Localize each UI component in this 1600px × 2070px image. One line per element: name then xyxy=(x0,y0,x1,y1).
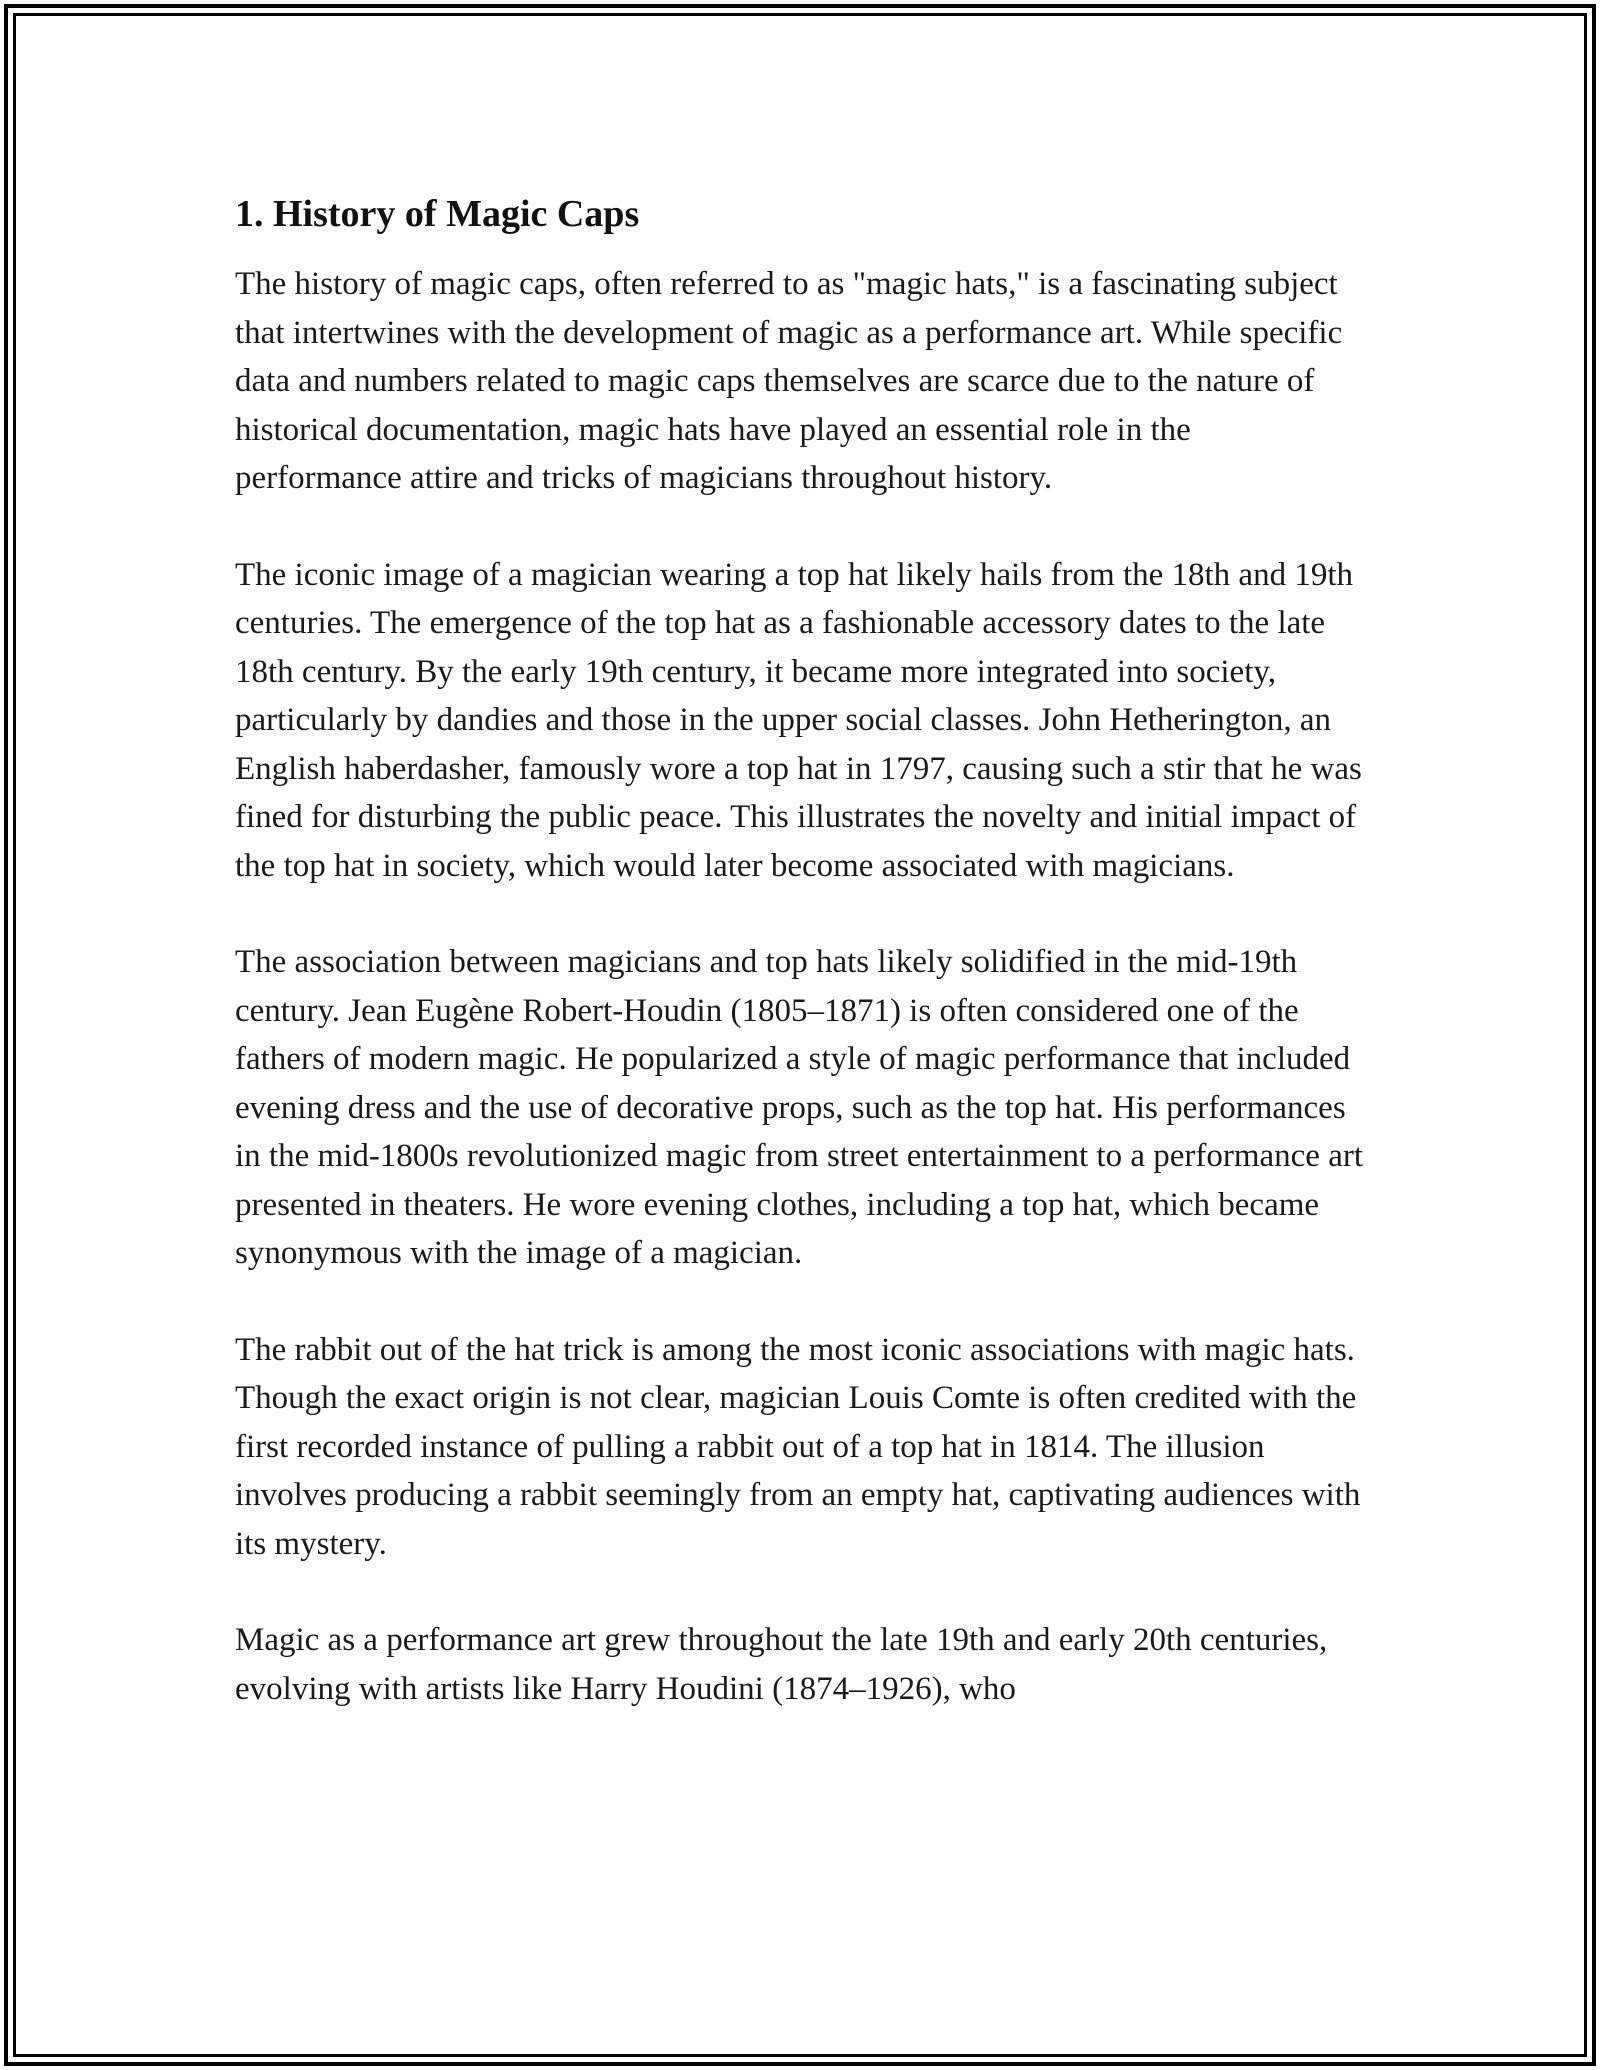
paragraph-rabbit-trick: The rabbit out of the hat trick is among the most iconic associations with magic hats. Though the exact origin is not clear, magician Louis Comte is often credited with the first recorded instance of pulling a rabbit out of a top hat in 1814. The illusion involves producing a rabbit seemingly from an empty hat, captivating audiences with its mystery. xyxy=(235,1331,1361,1562)
paragraph-houdini: Magic as a performance art grew throughout the late 19th and early 20th centuries, evolving with artists like Harry Houdini (1874–1926), who xyxy=(235,1622,1328,1707)
paragraph-top-hat-origin: The iconic image of a magician wearing a top hat likely hails from the 18th and 19th centuries. The emergence of the top hat as a fashionable accessory dates to the late 18th century. By the early 19th century, it became more integrated into society, particularly by dandies and those in the upper social classes. John Hetherington, an English haberdasher, famously wore a top hat in 1797, causing such a stir that he was fined for disturbing the public peace. This illustrates the novelty and initial impact of the top hat in society, which would later become associated with magicians. xyxy=(235,556,1362,884)
section-heading: 1. History of Magic Caps xyxy=(235,193,640,235)
paragraph-intro: The history of magic caps, often referred to as "magic hats," is a fascinating subject that intertwines with the development of magic as a performance art. While specific data and numbers related to magic caps themselves are scarce due to the nature of historical documentation, magic hats have played an essential role in the performance attire and tricks of magicians throughout history. xyxy=(235,266,1343,496)
document-body xyxy=(235,188,1365,1761)
paragraph-robert-houdin: The association between magicians and top hats likely solidified in the mid-19th century. Jean Eugène Robert-Houdin (1805–1871) is often considered one of the fathers of modern magic. He popularized a style of magic performance that included evening dress and the use of decorative props, such as the top hat. His performances in the mid-1800s revolutionized magic from street entertainment to a performance art presented in theaters. He wore evening clothes, including a top hat, which became synonymous with the image of a magician. xyxy=(235,944,1364,1271)
